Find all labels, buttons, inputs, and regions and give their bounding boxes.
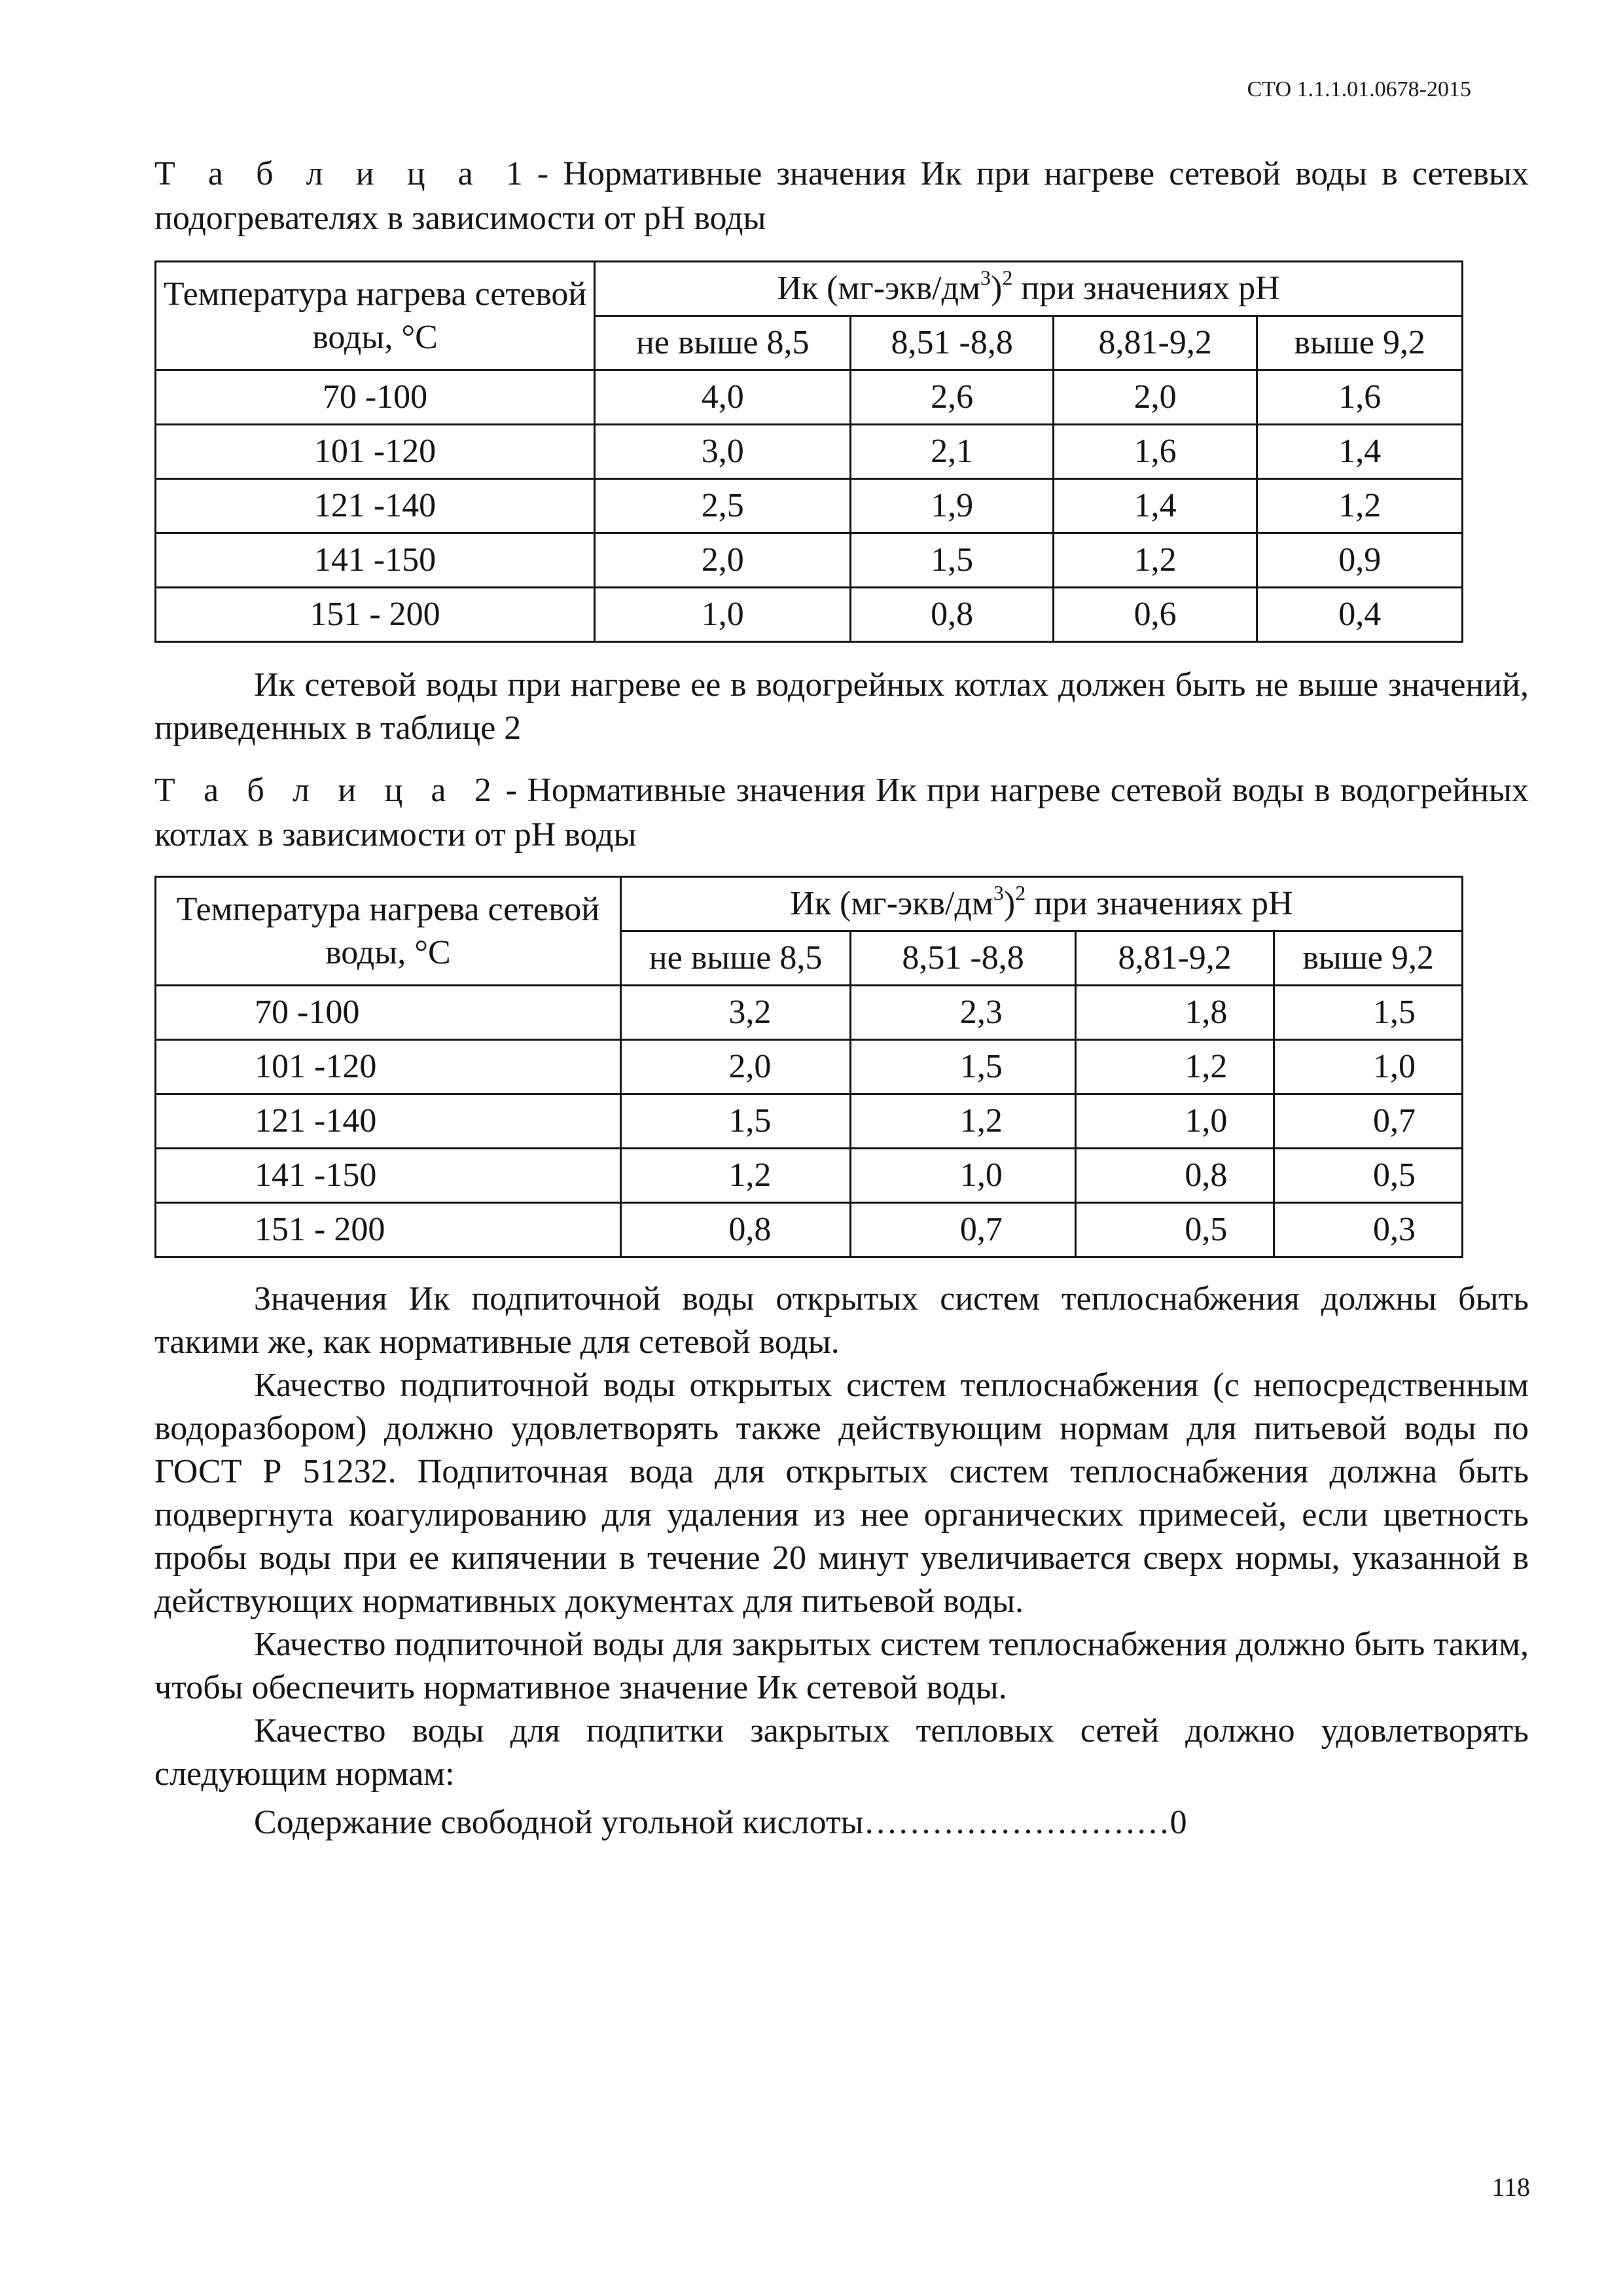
table2-cell: 0,7 bbox=[1274, 1094, 1463, 1149]
table-row bbox=[156, 1203, 1463, 1257]
table1-cell: 0,6 bbox=[1053, 588, 1257, 642]
table2-ph-col: 8,51 -8,8 bbox=[851, 931, 1076, 986]
table2-cell: 1,2 bbox=[1075, 1040, 1274, 1094]
page-number: 118 bbox=[1491, 2172, 1530, 2202]
table-row bbox=[156, 425, 1463, 479]
table1 bbox=[154, 260, 1463, 643]
table1-header-group-sup2: 2 bbox=[1002, 266, 1013, 289]
table2-cell: 0,8 bbox=[620, 1203, 851, 1257]
table2-cell: 0,8 bbox=[1075, 1149, 1274, 1203]
table2-cell: 121 -140 bbox=[156, 1094, 621, 1149]
table1-cell: 1,4 bbox=[1053, 479, 1257, 533]
table2-cell: 3,2 bbox=[620, 986, 851, 1040]
table-row bbox=[156, 1149, 1463, 1203]
table1-cell: 0,9 bbox=[1257, 533, 1463, 588]
paragraph: Качество подпиточной воды открытых систем теплоснабжения (с непосредственным водоразбором) должно удовлетворять также действующим нормам для питьевой воды по ГОСТ Р 51232. Подпиточная вода для открытых систем теплоснабжения должна быть подвергнута коагулированию для удаления из нее органических примесей, если цветность пробы воды при ее кипячении в течение 20 минут увеличивается сверх нормы, указанной в действующих нормативных документах для питьевой воды. bbox=[154, 1367, 1529, 1620]
table1-cell: 121 -140 bbox=[156, 479, 595, 533]
table-row bbox=[156, 986, 1463, 1040]
table2-cell: 141 -150 bbox=[156, 1149, 621, 1203]
table1-header-group-sup1: 3 bbox=[980, 266, 991, 289]
table-row bbox=[156, 1094, 1463, 1149]
table1-cell: 0,4 bbox=[1257, 588, 1463, 642]
table1-cell: 1,6 bbox=[1053, 425, 1257, 479]
table1-cell: 3,0 bbox=[595, 425, 851, 479]
table-row bbox=[156, 533, 1463, 588]
table1-cell: 1,5 bbox=[851, 533, 1053, 588]
table2-cell: 2,0 bbox=[620, 1040, 851, 1094]
paragraph: Значения Ик подпиточной воды открытых систем теплоснабжения должны быть такими же, как нормативные для сетевой воды. bbox=[154, 1280, 1529, 1361]
table1-cell: 2,0 bbox=[1053, 370, 1257, 425]
norm-line-value: 0 bbox=[1169, 1804, 1187, 1841]
table-row bbox=[156, 1040, 1463, 1094]
table1-caption-label: Т а б л и ц а 1 bbox=[154, 155, 532, 192]
norm-line-leader: ……………………… bbox=[863, 1804, 1170, 1841]
table2-cell: 1,0 bbox=[1274, 1040, 1463, 1094]
table2-cell: 2,3 bbox=[851, 986, 1076, 1040]
table2-cell: 0,5 bbox=[1075, 1203, 1274, 1257]
table2-caption bbox=[154, 768, 1529, 857]
paragraph: Качество воды для подпитки закрытых тепловых сетей должно удовлетворять следующим нормам: bbox=[154, 1712, 1529, 1793]
table1-caption-text: - Нормативные значения Ик при нагреве сетевой воды в сетевых подогревателях в зависимости от рН воды bbox=[154, 155, 1529, 237]
table1-cell: 101 -120 bbox=[156, 425, 595, 479]
table1-caption bbox=[154, 152, 1529, 241]
table2-cell: 0,3 bbox=[1274, 1203, 1463, 1257]
table2-header-group-post: при значениях рН bbox=[1026, 885, 1293, 922]
table2-cell: 70 -100 bbox=[156, 986, 621, 1040]
table2-cell: 0,5 bbox=[1274, 1149, 1463, 1203]
body-text bbox=[154, 1278, 1529, 1844]
table1-cell: 151 - 200 bbox=[156, 588, 595, 642]
table1-cell: 1,2 bbox=[1257, 479, 1463, 533]
table1-header-group bbox=[595, 262, 1463, 316]
table1-cell: 4,0 bbox=[595, 370, 851, 425]
table1-cell: 1,2 bbox=[1053, 533, 1257, 588]
table1-cell: 2,0 bbox=[595, 533, 851, 588]
table2-cell: 1,0 bbox=[851, 1149, 1076, 1203]
table-row bbox=[156, 479, 1463, 533]
table2-cell: 1,5 bbox=[620, 1094, 851, 1149]
norm-line-label: Содержание свободной угольной кислоты bbox=[254, 1804, 864, 1841]
table2-cell: 151 - 200 bbox=[156, 1203, 621, 1257]
table2-cell: 1,0 bbox=[1075, 1094, 1274, 1149]
table2-header-group-mid: ) bbox=[1003, 885, 1016, 922]
table-row bbox=[156, 588, 1463, 642]
table-row bbox=[156, 370, 1463, 425]
paragraph: Качество подпиточной воды для закрытых систем теплоснабжения должно быть таким, чтобы обеспечить нормативное значение Ик сетевой воды. bbox=[154, 1626, 1529, 1706]
table2-cell: 1,2 bbox=[620, 1149, 851, 1203]
table1-cell: 1,6 bbox=[1257, 370, 1463, 425]
page-content bbox=[154, 152, 1529, 1844]
norm-line bbox=[154, 1801, 1529, 1844]
table1-header-group-post: при значениях рН bbox=[1012, 270, 1280, 307]
table2-header-group-pre: Ик (мг-экв/дм bbox=[790, 885, 993, 922]
table1-ph-col: выше 9,2 bbox=[1257, 316, 1463, 370]
table2-header-group-sup1: 3 bbox=[993, 881, 1004, 905]
table1-cell: 2,6 bbox=[851, 370, 1053, 425]
table2-cell: 1,8 bbox=[1075, 986, 1274, 1040]
table2-cell: 0,7 bbox=[851, 1203, 1076, 1257]
table1-cell: 1,9 bbox=[851, 479, 1053, 533]
table1-header-group-pre: Ик (мг-экв/дм bbox=[777, 270, 980, 307]
table2-cell: 101 -120 bbox=[156, 1040, 621, 1094]
table1-cell: 70 -100 bbox=[156, 370, 595, 425]
table1-ph-col: 8,51 -8,8 bbox=[851, 316, 1053, 370]
table2-header-group-sup2: 2 bbox=[1015, 881, 1026, 905]
table1-cell: 0,8 bbox=[851, 588, 1053, 642]
table1-header-group-mid: ) bbox=[990, 270, 1003, 307]
table2 bbox=[154, 876, 1463, 1258]
table2-ph-col: 8,81-9,2 bbox=[1075, 931, 1274, 986]
table2-header-group bbox=[620, 877, 1462, 931]
table1-cell: 2,5 bbox=[595, 479, 851, 533]
table2-caption-text: - Нормативные значения Ик при нагреве сетевой воды в водогрейных котлах в зависимости от рН воды bbox=[154, 772, 1529, 853]
table2-caption-label: Т а б л и ц а 2 bbox=[154, 772, 501, 809]
table2-ph-col: не выше 8,5 bbox=[620, 931, 851, 986]
table2-header-temperature: Температура нагрева сетевой воды, °С bbox=[156, 877, 621, 986]
table1-cell: 1,0 bbox=[595, 588, 851, 642]
table1-ph-col: не выше 8,5 bbox=[595, 316, 851, 370]
table1-cell: 1,4 bbox=[1257, 425, 1463, 479]
paragraph-between-tables: Ик сетевой воды при нагреве ее в водогрейных котлах должен быть не выше значений, приведенных в таблице 2 bbox=[154, 666, 1529, 747]
table1-ph-col: 8,81-9,2 bbox=[1053, 316, 1257, 370]
table1-header-temperature: Температура нагрева сетевой воды, °С bbox=[156, 262, 595, 370]
table2-cell: 1,5 bbox=[1274, 986, 1463, 1040]
table1-cell: 2,1 bbox=[851, 425, 1053, 479]
table2-cell: 1,5 bbox=[851, 1040, 1076, 1094]
doc-code-header: СТО 1.1.1.01.0678-2015 bbox=[1247, 77, 1471, 101]
table1-cell: 141 -150 bbox=[156, 533, 595, 588]
table2-ph-col: выше 9,2 bbox=[1274, 931, 1463, 986]
table2-cell: 1,2 bbox=[851, 1094, 1076, 1149]
